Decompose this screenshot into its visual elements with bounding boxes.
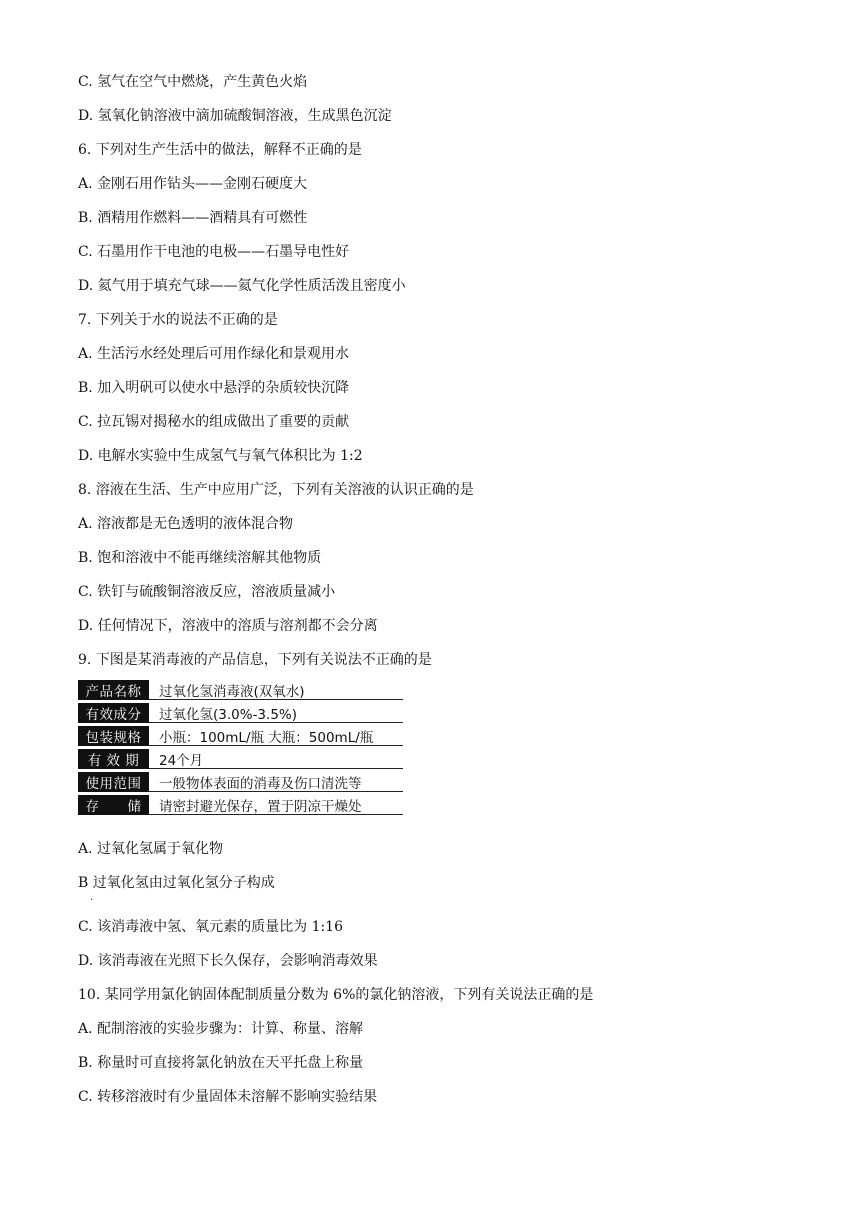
product-row	[78, 749, 403, 769]
option-line: A. 溶液都是无色透明的液体混合物	[78, 516, 294, 532]
option-line: B. 饱和溶液中不能再继续溶解其他物质	[78, 550, 322, 566]
option-line: D. 该消毒液在光照下长久保存，会影响消毒效果	[78, 953, 378, 969]
option-line: C. 铁钉与硫酸铜溶液反应，溶液质量减小	[78, 584, 336, 600]
option-line: B. 称量时可直接将氯化钠放在天平托盘上称量	[78, 1055, 364, 1071]
product-value: 24个月	[149, 749, 403, 769]
option-line: B. 酒精用作燃料——酒精具有可燃性	[78, 210, 308, 226]
question-line: 7. 下列关于水的说法不正确的是	[78, 312, 278, 328]
option-line: A. 生活污水经处理后可用作绿化和景观用水	[78, 346, 350, 362]
option-line: C. 该消毒液中氢、氧元素的质量比为 1:16	[78, 919, 344, 935]
stray-dot: .	[90, 892, 94, 903]
product-value: 过氧化氢消毒液(双氧水)	[149, 680, 403, 700]
option-line: C. 转移溶液时有少量固体未溶解不影响实验结果	[78, 1089, 378, 1105]
option-line: A. 配制溶液的实验步骤为：计算、称量、溶解	[78, 1021, 364, 1037]
product-info-table	[78, 680, 403, 818]
option-line: C. 氢气在空气中燃烧，产生黄色火焰	[78, 74, 308, 90]
option-line: B 过氧化氢由过氧化氢分子构成	[78, 875, 275, 891]
product-label: 有效成分	[78, 703, 149, 723]
option-line: D. 电解水实验中生成氢气与氧气体积比为 1:2	[78, 448, 363, 464]
product-value: 过氧化氢(3.0%-3.5%)	[149, 703, 403, 723]
option-line: D. 氢氧化钠溶液中滴加硫酸铜溶液，生成黑色沉淀	[78, 108, 392, 124]
product-label: 使用范围	[78, 772, 149, 792]
question-line: 6. 下列对生产生活中的做法，解释不正确的是	[78, 142, 362, 158]
product-label: 存 储	[78, 795, 149, 815]
product-row	[78, 772, 403, 792]
question-line: 10. 某同学用氯化钠固体配制质量分数为 6%的氯化钠溶液，下列有关说法正确的是	[78, 987, 594, 1003]
product-row	[78, 680, 403, 700]
question-line: 9. 下图是某消毒液的产品信息，下列有关说法不正确的是	[78, 652, 432, 668]
option-line: C. 石墨用作干电池的电极——石墨导电性好	[78, 244, 350, 260]
product-value: 小瓶：100mL/瓶 大瓶：500mL/瓶	[149, 726, 403, 746]
option-line: A. 过氧化氢属于氧化物	[78, 841, 224, 857]
product-label: 产品名称	[78, 680, 149, 700]
option-line: A. 金刚石用作钻头——金刚石硬度大	[78, 176, 308, 192]
option-line: D. 氦气用于填充气球——氦气化学性质活泼且密度小	[78, 278, 406, 294]
product-row	[78, 795, 403, 815]
product-label: 包装规格	[78, 726, 149, 746]
product-label: 有 效 期	[78, 749, 149, 769]
product-row	[78, 726, 403, 746]
option-line: C. 拉瓦锡对揭秘水的组成做出了重要的贡献	[78, 414, 350, 430]
option-line: B. 加入明矾可以使水中悬浮的杂质较快沉降	[78, 380, 350, 396]
product-row	[78, 703, 403, 723]
product-value: 一般物体表面的消毒及伤口清洗等	[149, 772, 403, 792]
product-value: 请密封避光保存，置于阴凉干燥处	[149, 795, 403, 815]
question-line: 8. 溶液在生活、生产中应用广泛，下列有关溶液的认识正确的是	[78, 482, 474, 498]
option-line: D. 任何情况下，溶液中的溶质与溶剂都不会分离	[78, 618, 378, 634]
